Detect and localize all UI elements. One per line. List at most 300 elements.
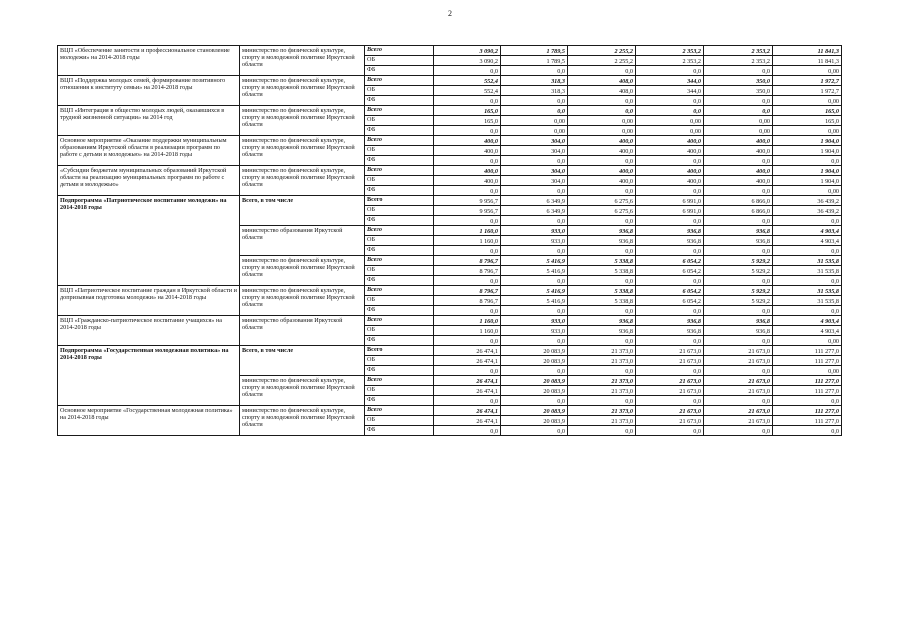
value-cell: 6 349,9 [501,206,568,216]
value-cell: 36 439,2 [773,206,842,216]
value-cell: 3 090,2 [434,46,501,56]
value-cell: 5 416,9 [501,286,568,296]
value-cell: 1 972,7 [773,86,842,96]
value-cell: 0,00 [636,116,704,126]
value-cell: 21 673,0 [704,356,773,366]
program-name-cell: ВЦП «Патриотическое воспитание граждан в Иркутской области и допризывная подготовка молодежи» на 2014-2018 годы [58,286,240,316]
value-cell: 21 673,0 [636,376,704,386]
value-cell: 0,0 [636,366,704,376]
value-cell: 0,0 [636,276,704,286]
value-cell: 1 904,0 [773,166,842,176]
value-cell: 2 255,2 [568,56,636,66]
executor-cell: министерство по физической культуре, спорту и молодежной политике Иркутской области [240,76,365,106]
value-cell: 0,0 [568,186,636,196]
value-cell: 0,0 [434,396,501,406]
value-cell: 0,0 [434,96,501,106]
funding-source-cell: ФБ [365,306,434,316]
value-cell: 0,0 [434,426,501,436]
value-cell: 0,0 [773,216,842,226]
value-cell: 0,00 [568,126,636,136]
value-cell: 0,0 [773,396,842,406]
value-cell: 400,0 [704,166,773,176]
value-cell: 0,0 [704,366,773,376]
value-cell: 6 275,6 [568,196,636,206]
budget-table [57,45,842,436]
value-cell: 0,0 [434,156,501,166]
value-cell: 0,0 [773,246,842,256]
value-cell: 0,0 [773,306,842,316]
value-cell: 0,00 [773,336,842,346]
value-cell: 1 972,7 [773,76,842,86]
value-cell: 26 474,1 [434,386,501,396]
value-cell: 1 904,0 [773,176,842,186]
value-cell: 111 277,0 [773,406,842,416]
value-cell: 21 673,0 [636,386,704,396]
funding-source-cell: ФБ [365,156,434,166]
value-cell: 0,0 [704,246,773,256]
value-cell: 3 090,2 [434,56,501,66]
value-cell: 304,0 [501,146,568,156]
funding-source-cell: Всего [365,136,434,146]
value-cell: 0,0 [568,106,636,116]
value-cell: 5 929,2 [704,296,773,306]
table-row [58,286,842,296]
value-cell: 0,0 [704,66,773,76]
value-cell: 21 673,0 [704,376,773,386]
value-cell: 111 277,0 [773,346,842,356]
value-cell: 0,00 [773,66,842,76]
table-row [58,166,842,176]
executor-cell: Всего, в том числе [240,196,365,226]
value-cell: 0,0 [501,156,568,166]
value-cell: 165,0 [773,106,842,116]
value-cell: 21 373,0 [568,346,636,356]
value-cell: 0,0 [501,336,568,346]
value-cell: 0,0 [568,276,636,286]
value-cell: 0,00 [773,186,842,196]
table-row [58,106,842,116]
value-cell: 400,0 [568,166,636,176]
value-cell: 0,0 [501,366,568,376]
value-cell: 0,0 [704,276,773,286]
executor-cell: министерство по физической культуре, спорту и молодежной политике Иркутской области [240,406,365,436]
value-cell: 0,00 [704,116,773,126]
table-row [58,196,842,206]
value-cell: 0,0 [568,306,636,316]
value-cell: 21 673,0 [704,406,773,416]
value-cell: 0,0 [704,336,773,346]
value-cell: 9 956,7 [434,206,501,216]
program-name-cell: Основное мероприятие «Оказание поддержки муниципальным образованиям Иркутской области в реализации программ по работе с детьми и молодежью» на 2014-2018 годы [58,136,240,166]
value-cell: 8 796,7 [434,256,501,266]
value-cell: 936,8 [704,326,773,336]
funding-source-cell: Всего [365,286,434,296]
value-cell: 0,00 [773,96,842,106]
value-cell: 0,0 [434,186,501,196]
value-cell: 21 673,0 [704,346,773,356]
funding-source-cell: ФБ [365,366,434,376]
value-cell: 9 956,7 [434,196,501,206]
value-cell: 20 083,9 [501,346,568,356]
value-cell: 5 338,8 [568,266,636,276]
value-cell: 0,00 [773,126,842,136]
value-cell: 20 083,9 [501,416,568,426]
funding-source-cell: Всего [365,316,434,326]
funding-source-cell: ФБ [365,396,434,406]
value-cell: 2 353,2 [704,56,773,66]
value-cell: 2 353,2 [636,56,704,66]
value-cell: 1 789,5 [501,56,568,66]
executor-cell: министерство по физической культуре, спорту и молодежной политике Иркутской области [240,46,365,76]
program-name-cell: ВЦП «Интеграция в общество молодых людей, оказавшихся в трудной жизненной ситуации» на 2014 год [58,106,240,136]
value-cell: 400,0 [434,146,501,156]
value-cell: 6 054,2 [636,256,704,266]
value-cell: 6 866,0 [704,206,773,216]
value-cell: 0,0 [434,336,501,346]
value-cell: 4 903,4 [773,226,842,236]
value-cell: 0,0 [773,426,842,436]
executor-cell: министерство по физической культуре, спорту и молодежной политике Иркутской области [240,256,365,286]
value-cell: 5 416,9 [501,256,568,266]
value-cell: 400,0 [636,176,704,186]
value-cell: 936,8 [704,316,773,326]
value-cell: 6 991,0 [636,196,704,206]
value-cell: 21 373,0 [568,386,636,396]
value-cell: 1 904,0 [773,146,842,156]
value-cell: 0,0 [704,426,773,436]
value-cell: 400,0 [434,166,501,176]
value-cell: 8 796,7 [434,296,501,306]
value-cell: 936,8 [568,236,636,246]
executor-cell: министерство по физической культуре, спорту и молодежной политике Иркутской области [240,136,365,166]
value-cell: 21 673,0 [636,356,704,366]
value-cell: 1 789,5 [501,46,568,56]
value-cell: 1 160,0 [434,236,501,246]
executor-cell: министерство образования Иркутской области [240,226,365,256]
value-cell: 0,0 [568,66,636,76]
value-cell: 0,0 [568,366,636,376]
value-cell: 318,3 [501,76,568,86]
value-cell: 8 796,7 [434,266,501,276]
value-cell: 936,8 [636,316,704,326]
funding-source-cell: ФБ [365,246,434,256]
funding-source-cell: ОБ [365,386,434,396]
value-cell: 21 373,0 [568,376,636,386]
value-cell: 400,0 [636,136,704,146]
value-cell: 936,8 [636,236,704,246]
value-cell: 31 535,8 [773,266,842,276]
value-cell: 304,0 [501,176,568,186]
value-cell: 552,4 [434,86,501,96]
funding-source-cell: Всего [365,406,434,416]
funding-source-cell: Всего [365,196,434,206]
value-cell: 21 373,0 [568,416,636,426]
value-cell: 21 673,0 [704,416,773,426]
value-cell: 20 083,9 [501,376,568,386]
value-cell: 1 160,0 [434,316,501,326]
value-cell: 5 338,8 [568,256,636,266]
value-cell: 933,0 [501,316,568,326]
funding-source-cell: ОБ [365,296,434,306]
value-cell: 0,0 [434,216,501,226]
value-cell: 0,0 [568,336,636,346]
value-cell: 21 373,0 [568,356,636,366]
funding-source-cell: Всего [365,376,434,386]
value-cell: 26 474,1 [434,376,501,386]
value-cell: 933,0 [501,236,568,246]
value-cell: 165,0 [434,106,501,116]
value-cell: 6 054,2 [636,286,704,296]
value-cell: 304,0 [501,136,568,146]
value-cell: 8 796,7 [434,286,501,296]
funding-source-cell: ОБ [365,356,434,366]
program-name-cell: «Субсидии бюджетам муниципальных образований Иркутской области на реализацию муниципальных программ по работе с детьми и молодежью» [58,166,240,196]
value-cell: 5 338,8 [568,286,636,296]
value-cell: 0,0 [636,246,704,256]
value-cell: 20 083,9 [501,386,568,396]
value-cell: 21 373,0 [568,406,636,416]
funding-source-cell: Всего [365,166,434,176]
table-row [58,76,842,86]
value-cell: 111 277,0 [773,386,842,396]
value-cell: 4 903,4 [773,326,842,336]
value-cell: 0,0 [434,66,501,76]
value-cell: 400,0 [568,146,636,156]
program-name-cell: ВЦП «Гражданско-патриотическое воспитание учащихся» на 2014-2018 годы [58,316,240,346]
value-cell: 5 929,2 [704,256,773,266]
value-cell: 5 929,2 [704,286,773,296]
funding-source-cell: ФБ [365,186,434,196]
program-name-cell: Основное мероприятие «Государственная молодежная политика» на 2014-2018 годы [58,406,240,436]
value-cell: 11 841,3 [773,56,842,66]
value-cell: 933,0 [501,326,568,336]
value-cell: 318,3 [501,86,568,96]
value-cell: 0,0 [704,96,773,106]
value-cell: 400,0 [704,146,773,156]
value-cell: 0,0 [501,186,568,196]
value-cell: 350,0 [704,76,773,86]
value-cell: 0,0 [636,216,704,226]
value-cell: 31 535,8 [773,256,842,266]
funding-source-cell: Всего [365,106,434,116]
funding-source-cell: Всего [365,346,434,356]
value-cell: 400,0 [636,146,704,156]
program-name-cell: Подпрограмма «Государственная молодежная политика» на 2014-2018 годы [58,346,240,406]
page-number: 2 [448,9,452,18]
value-cell: 350,0 [704,86,773,96]
value-cell: 6 054,2 [636,266,704,276]
executor-cell: министерство по физической культуре, спорту и молодежной политике Иркутской области [240,286,365,316]
value-cell: 0,00 [773,366,842,376]
value-cell: 408,0 [568,76,636,86]
value-cell: 2 353,2 [704,46,773,56]
value-cell: 400,0 [636,166,704,176]
value-cell: 165,0 [773,116,842,126]
value-cell: 0,0 [501,96,568,106]
value-cell: 21 673,0 [704,386,773,396]
value-cell: 6 275,6 [568,206,636,216]
value-cell: 2 353,2 [636,46,704,56]
value-cell: 0,0 [434,306,501,316]
value-cell: 400,0 [568,176,636,186]
value-cell: 21 673,0 [636,416,704,426]
value-cell: 0,0 [501,396,568,406]
value-cell: 0,0 [434,276,501,286]
value-cell: 400,0 [704,136,773,146]
value-cell: 31 535,8 [773,296,842,306]
value-cell: 111 277,0 [773,376,842,386]
funding-source-cell: ОБ [365,146,434,156]
table-row [58,316,842,326]
value-cell: 0,0 [636,306,704,316]
table-row [58,346,842,356]
table-row [58,406,842,416]
value-cell: 0,0 [568,96,636,106]
value-cell: 400,0 [434,136,501,146]
value-cell: 0,0 [636,336,704,346]
value-cell: 0,0 [501,246,568,256]
value-cell: 0,00 [501,126,568,136]
program-name-cell: ВЦП «Обеспечение занятости и профессиональное становление молодежи» на 2014-2018 годы [58,46,240,76]
funding-source-cell: Всего [365,226,434,236]
value-cell: 26 474,1 [434,416,501,426]
table-row [58,136,842,146]
value-cell: 0,0 [636,106,704,116]
value-cell: 0,0 [704,106,773,116]
funding-source-cell: Всего [365,46,434,56]
value-cell: 344,0 [636,76,704,86]
funding-source-cell: ОБ [365,86,434,96]
value-cell: 400,0 [568,136,636,146]
value-cell: 21 673,0 [636,406,704,416]
executor-cell: министерство по физической культуре, спорту и молодежной политике Иркутской области [240,166,365,196]
value-cell: 0,0 [636,396,704,406]
value-cell: 5 416,9 [501,296,568,306]
value-cell: 0,0 [434,126,501,136]
funding-source-cell: ОБ [365,176,434,186]
value-cell: 0,0 [434,366,501,376]
funding-source-cell: ФБ [365,216,434,226]
budget-table-body [58,46,842,436]
value-cell: 0,0 [501,106,568,116]
funding-source-cell: ФБ [365,276,434,286]
funding-source-cell: ОБ [365,266,434,276]
value-cell: 0,0 [568,426,636,436]
funding-source-cell: ОБ [365,116,434,126]
value-cell: 1 160,0 [434,326,501,336]
value-cell: 0,0 [501,306,568,316]
funding-source-cell: ОБ [365,416,434,426]
value-cell: 936,8 [568,326,636,336]
value-cell: 5 338,8 [568,296,636,306]
value-cell: 936,8 [636,226,704,236]
value-cell: 31 535,8 [773,286,842,296]
value-cell: 0,0 [501,216,568,226]
value-cell: 0,0 [568,156,636,166]
value-cell: 26 474,1 [434,406,501,416]
value-cell: 26 474,1 [434,356,501,366]
executor-cell: министерство по физической культуре, спорту и молодежной политике Иркутской области [240,106,365,136]
value-cell: 4 903,4 [773,236,842,246]
value-cell: 20 083,9 [501,356,568,366]
value-cell: 0,00 [501,116,568,126]
value-cell: 0,0 [704,396,773,406]
value-cell: 36 439,2 [773,196,842,206]
value-cell: 0,0 [636,156,704,166]
value-cell: 21 673,0 [636,346,704,356]
value-cell: 6 866,0 [704,196,773,206]
value-cell: 0,0 [636,96,704,106]
value-cell: 111 277,0 [773,356,842,366]
value-cell: 4 903,4 [773,316,842,326]
value-cell: 0,0 [636,66,704,76]
value-cell: 165,0 [434,116,501,126]
value-cell: 6 349,9 [501,196,568,206]
value-cell: 0,0 [568,246,636,256]
value-cell: 936,8 [704,236,773,246]
value-cell: 5 929,2 [704,266,773,276]
funding-source-cell: ФБ [365,426,434,436]
value-cell: 936,8 [636,326,704,336]
value-cell: 0,0 [636,426,704,436]
value-cell: 20 083,9 [501,406,568,416]
value-cell: 0,00 [704,126,773,136]
executor-cell: министерство образования Иркутской области [240,316,365,346]
value-cell: 111 277,0 [773,416,842,426]
value-cell: 344,0 [636,86,704,96]
value-cell: 0,0 [568,396,636,406]
value-cell: 0,0 [501,276,568,286]
funding-source-cell: Всего [365,256,434,266]
value-cell: 1 160,0 [434,226,501,236]
funding-source-cell: ОБ [365,206,434,216]
funding-source-cell: ОБ [365,56,434,66]
value-cell: 0,00 [568,116,636,126]
value-cell: 0,0 [704,156,773,166]
value-cell: 0,0 [568,216,636,226]
value-cell: 2 255,2 [568,46,636,56]
funding-source-cell: ОБ [365,326,434,336]
value-cell: 552,4 [434,76,501,86]
value-cell: 6 054,2 [636,296,704,306]
value-cell: 0,0 [773,276,842,286]
value-cell: 0,0 [704,186,773,196]
value-cell: 933,0 [501,226,568,236]
funding-source-cell: ФБ [365,96,434,106]
value-cell: 0,0 [434,246,501,256]
value-cell: 6 991,0 [636,206,704,216]
program-name-cell: ВЦП «Поддержка молодых семей, формирование позитивного отношения к институту семьи» на 2014-2018 годы [58,76,240,106]
executor-cell: министерство по физической культуре, спорту и молодежной политике Иркутской области [240,376,365,406]
value-cell: 1 904,0 [773,136,842,146]
executor-cell: Всего, в том числе [240,346,365,376]
funding-source-cell: Всего [365,76,434,86]
funding-source-cell: ОБ [365,236,434,246]
funding-source-cell: ФБ [365,126,434,136]
value-cell: 0,0 [501,426,568,436]
value-cell: 400,0 [704,176,773,186]
table-row [58,46,842,56]
value-cell: 0,0 [704,306,773,316]
value-cell: 936,8 [568,226,636,236]
value-cell: 0,0 [704,216,773,226]
value-cell: 400,0 [434,176,501,186]
value-cell: 11 841,3 [773,46,842,56]
value-cell: 304,0 [501,166,568,176]
value-cell: 26 474,1 [434,346,501,356]
value-cell: 936,8 [704,226,773,236]
value-cell: 5 416,9 [501,266,568,276]
